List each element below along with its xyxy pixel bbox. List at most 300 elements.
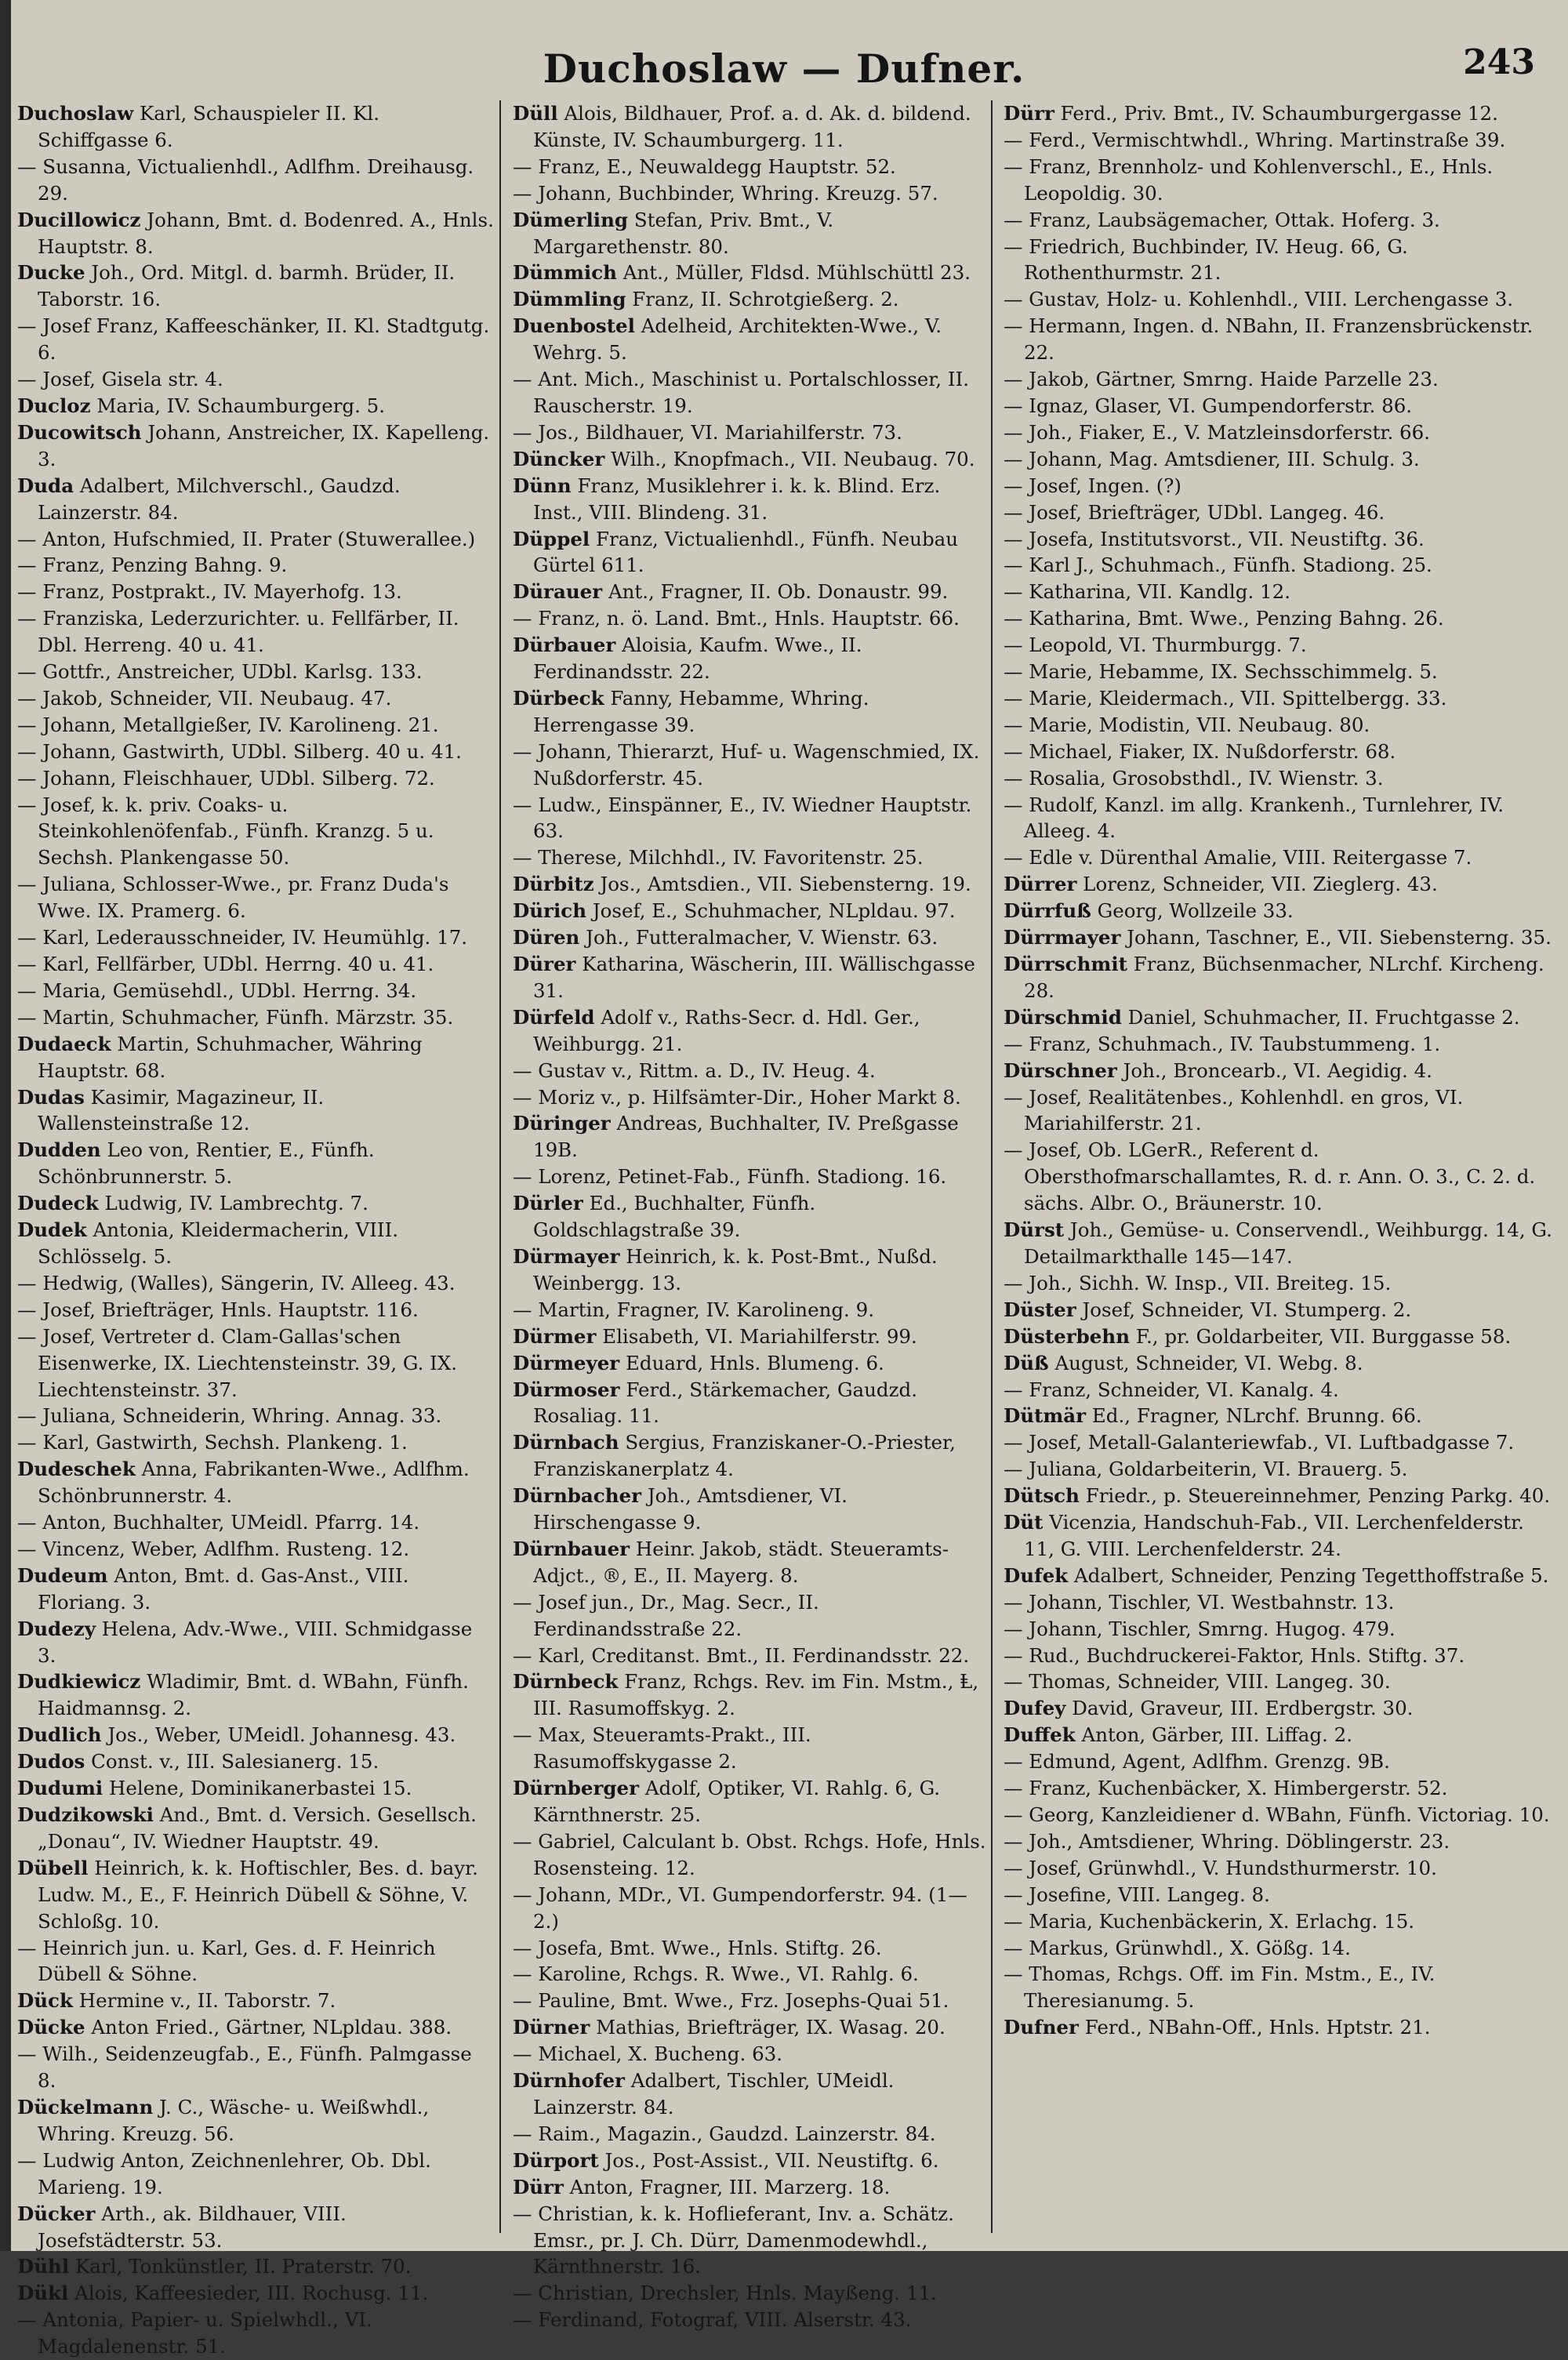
directory-entry	[17, 1563, 494, 1616]
directory-entry	[17, 765, 494, 792]
entry-details: — Johann, Thierarzt, Huf- u. Wagenschmied, IX. Nußdorferstr. 45.	[513, 739, 980, 790]
directory-entry	[513, 1297, 989, 1323]
entry-surname: Dudek	[17, 1218, 87, 1242]
entry-details: — Max, Steueramts-Prakt., III. Rasumoffskygasse 2.	[513, 1723, 811, 1774]
entry-details: — Johann, Tischler, Smrng. Hugog. 479.	[1004, 1617, 1396, 1640]
entry-details: Fanny, Hebamme, Whring. Herrengasse 39.	[533, 686, 869, 736]
entry-details: Adalbert, Schneider, Penzing Tegetthoffstraße 5.	[1073, 1563, 1549, 1587]
directory-entry	[1004, 154, 1552, 207]
directory-entry	[513, 180, 989, 207]
entry-surname: Düringer	[513, 1112, 611, 1135]
entry-details: — Johann, Mag. Amtsdiener, III. Schulg. 3.	[1004, 447, 1420, 470]
directory-entry	[1004, 632, 1552, 659]
entry-details: — Michael, X. Bucheng. 63.	[513, 2042, 783, 2066]
directory-entry	[17, 2280, 494, 2307]
directory-entry	[17, 552, 494, 579]
entry-details: — Antonia, Papier- u. Spielwhdl., VI. Magdalenenstr. 51.	[17, 2308, 372, 2358]
entry-details: Joh., Broncearb., VI. Aegidig. 4.	[1123, 1058, 1432, 1082]
directory-entry	[1004, 1456, 1552, 1483]
entry-details: — Katharina, Bmt. Wwe., Penzing Bahng. 26.	[1004, 607, 1444, 630]
directory-entry	[17, 207, 494, 260]
entry-surname: Dürr	[513, 2175, 564, 2198]
entry-details: — Joh., Amtsdiener, Whring. Döblingerstr. 23.	[1004, 1829, 1450, 1853]
entry-details: Adalbert, Tischler, UMeidl. Lainzerstr. 84.	[533, 2069, 895, 2119]
directory-entry	[17, 739, 494, 765]
entry-details: Franz, Rchgs. Rev. im Fin. Mstm., Ⱡ, III. Rasumoffskyg. 2.	[533, 1670, 979, 1720]
directory-entry	[1004, 499, 1552, 526]
directory-entry	[1004, 1323, 1552, 1350]
directory-entry	[17, 579, 494, 605]
entry-details: Joh., Ord. Mitgl. d. barmh. Brüder, II. Taborstr. 16.	[38, 261, 456, 311]
entry-details: Martin, Schuhmacher, Währing Hauptstr. 68.	[38, 1032, 423, 1082]
directory-entry	[1004, 1509, 1552, 1563]
entry-surname: Dudeum	[17, 1563, 108, 1587]
directory-entry	[513, 1828, 989, 1882]
directory-entry	[1004, 1217, 1552, 1270]
entry-surname: Dühl	[17, 2255, 70, 2278]
entry-details: — Franz, Brennholz- und Kohlenverschl., E., Hnls. Leopoldig. 30.	[1004, 154, 1494, 205]
directory-entry	[513, 1483, 989, 1536]
entry-surname: Dübell	[17, 1856, 89, 1879]
entry-details: — Pauline, Bmt. Wwe., Frz. Josephs-Quai 51.	[513, 1989, 949, 2013]
directory-entry	[513, 1775, 989, 1828]
entry-details: Anton, Bmt. d. Gas-Anst., VIII. Floriang. 3.	[38, 1563, 409, 1614]
entry-details: — Marie, Hebamme, IX. Sechsschimmelg. 5.	[1004, 660, 1438, 684]
entry-surname: Dürfeld	[513, 1005, 595, 1029]
directory-entry	[513, 1350, 989, 1377]
entry-surname: Dudos	[17, 1750, 85, 1774]
entry-details: Adolf, Optiker, VI. Rahlg. 6, G. Kärnthnerstr. 25.	[533, 1777, 941, 1826]
directory-entry	[1004, 712, 1552, 739]
entry-details: — Gabriel, Calculant b. Obst. Rchgs. Hofe, Hnls. Rosensteing. 12.	[513, 1829, 986, 1879]
entry-surname: Düll	[513, 102, 558, 125]
directory-entry	[1004, 366, 1552, 393]
directory-entry	[17, 1536, 494, 1563]
entry-surname: Düren	[513, 926, 580, 949]
entry-surname: Dümmling	[513, 288, 626, 311]
directory-entry	[17, 792, 494, 872]
directory-entry	[17, 605, 494, 659]
entry-surname: Dürrer	[1004, 873, 1077, 896]
entry-surname: Dürer	[513, 953, 576, 975]
entry-details: Heinrich, k. k. Post-Bmt., Nußd. Weinbergg. 13.	[533, 1244, 938, 1294]
directory-entry	[17, 2094, 494, 2148]
page-header	[0, 31, 1568, 94]
directory-entry	[1004, 1802, 1552, 1828]
directory-entry	[1004, 1058, 1552, 1084]
entry-details: — Juliana, Schneiderin, Whring. Annag. 33.	[17, 1404, 442, 1428]
directory-entry	[513, 1058, 989, 1084]
entry-details: — Edle v. Dürenthal Amalie, VIII. Reitergasse 7.	[1004, 846, 1472, 870]
entry-details: — Marie, Modistin, VII. Neubaug. 80.	[1004, 713, 1370, 736]
directory-entry	[1004, 552, 1552, 579]
directory-entry	[17, 1668, 494, 1722]
directory-entry	[1004, 1908, 1552, 1935]
entry-details: — Anton, Buchhalter, UMeidl. Pfarrg. 14.	[17, 1511, 420, 1534]
directory-entry	[513, 739, 989, 792]
entry-details: Alois, Kaffeesieder, III. Rochusg. 11.	[74, 2282, 429, 2305]
entry-surname: Ducowitsch	[17, 420, 142, 444]
directory-entry	[513, 2280, 989, 2307]
entry-details: Helena, Adv.-Wwe., VIII. Schmidgasse 3.	[38, 1617, 473, 1667]
entry-details: — Markus, Grünwhdl., X. Gößg. 14.	[1004, 1936, 1351, 1959]
entry-details: — Franz, Postprakt., IV. Mayerhofg. 13.	[17, 580, 402, 604]
entry-details: Helene, Dominikanerbastei 15.	[109, 1777, 412, 1800]
entry-surname: Düncker	[513, 447, 605, 470]
entry-details: — Johann, Fleischhauer, UDbl. Silberg. 72.	[17, 766, 435, 790]
directory-entry	[513, 951, 989, 1004]
entry-details: — Friedrich, Buchbinder, IV. Heug. 66, G. Rothenthurmstr. 21.	[1004, 234, 1408, 285]
entry-surname: Dürschner	[1004, 1058, 1117, 1082]
directory-entry	[1004, 419, 1552, 446]
entry-surname: Dürmayer	[513, 1244, 620, 1268]
entry-details: Johann, Anstreicher, IX. Kapelleng. 3.	[38, 420, 490, 470]
entry-details: Lorenz, Schneider, VII. Zieglerg. 43.	[1083, 873, 1438, 896]
directory-entry	[1004, 100, 1552, 127]
entry-details: Franz, II. Schrotgießerg. 2.	[632, 288, 899, 311]
directory-entry	[1004, 898, 1552, 924]
directory-entry	[1004, 526, 1552, 553]
directory-entry	[17, 100, 494, 154]
entry-details: Anton Fried., Gärtner, NLpldau. 388.	[91, 2016, 452, 2039]
entry-surname: Duffek	[1004, 1723, 1076, 1747]
entry-details: Ed., Buchhalter, Fünfh. Goldschlagstraße 39.	[533, 1192, 816, 1242]
entry-surname: Dürrschmit	[1004, 953, 1127, 975]
entry-surname: Dürschmid	[1004, 1005, 1122, 1029]
entry-surname: Dudas	[17, 1085, 85, 1109]
directory-entry	[17, 1616, 494, 1669]
directory-entry	[17, 1802, 494, 1855]
entry-details: Vicenzia, Handschuh-Fab., VII. Lerchenfelderstr. 11, G. VIII. Lerchenfelderstr. 24.	[1024, 1511, 1524, 1560]
entry-surname: Ducke	[17, 261, 85, 285]
directory-entry	[17, 393, 494, 419]
entry-details: — Karl J., Schuhmach., Fünfh. Stadiong. 25.	[1004, 554, 1432, 577]
entry-surname: Dürnbeck	[513, 1670, 619, 1694]
entry-details: — Josef, Ingen. (?)	[1004, 474, 1181, 497]
entry-surname: Dürbitz	[513, 873, 594, 896]
directory-entry	[513, 419, 989, 446]
entry-details: — Martin, Fragner, IV. Karolineng. 9.	[513, 1298, 875, 1321]
directory-entry	[513, 792, 989, 845]
directory-entry	[513, 1084, 989, 1111]
directory-entry	[17, 473, 494, 526]
directory-entry	[17, 685, 494, 712]
directory-entry	[1004, 1350, 1552, 1377]
directory-entry	[1004, 1643, 1552, 1669]
directory-entry	[17, 1031, 494, 1084]
entry-details: — Josefa, Institutsvorst., VII. Neustiftg. 36.	[1004, 527, 1425, 550]
entry-details: — Rosalia, Grosobsthdl., IV. Wienstr. 3.	[1004, 766, 1384, 790]
directory-entry	[17, 1988, 494, 2014]
entry-surname: Dufey	[1004, 1697, 1066, 1720]
directory-entry	[1004, 1616, 1552, 1643]
entry-surname: Dudaeck	[17, 1032, 111, 1055]
directory-entry	[1004, 286, 1552, 313]
entry-details: — Maria, Gemüsehdl., UDbl. Herrng. 34.	[17, 978, 417, 1002]
directory-entry	[1004, 659, 1552, 685]
entry-details: — Edmund, Agent, Adlfhm. Grenzg. 9B.	[1004, 1750, 1390, 1774]
entry-details: — Ferd., Vermischtwhdl., Whring. Martinstraße 39.	[1004, 128, 1506, 151]
directory-entry	[1004, 765, 1552, 792]
entry-surname: Dürnbauer	[513, 1537, 630, 1560]
entry-details: — Katharina, VII. Kandlg. 12.	[1004, 580, 1290, 604]
binding-shadow	[0, 0, 11, 2251]
entry-surname: Duchoslaw	[17, 102, 134, 125]
entry-details: — Johann, Tischler, VI. Westbahnstr. 13.	[1004, 1590, 1395, 1614]
directory-entry	[1004, 1589, 1552, 1616]
entry-surname: Dufek	[1004, 1563, 1069, 1587]
entry-details: Ferd., Priv. Bmt., IV. Schaumburgergasse 12.	[1060, 102, 1498, 125]
directory-entry	[1004, 1563, 1552, 1589]
entry-surname: Ducillowicz	[17, 208, 141, 231]
entry-surname: Dürbeck	[513, 686, 604, 710]
directory-entry	[17, 2201, 494, 2254]
directory-entry	[1004, 2014, 1552, 2041]
directory-entry	[17, 1217, 494, 1270]
directory-entry	[17, 1403, 494, 1429]
directory-entry	[513, 100, 989, 154]
entry-details: Franz, Musiklehrer i. k. k. Blind. Erz. Inst., VIII. Blindeng. 31.	[533, 474, 941, 524]
entry-details: Alois, Bildhauer, Prof. a. d. Ak. d. bildend. Künste, IV. Schaumburgerg. 11.	[533, 102, 971, 151]
directory-entry	[17, 2014, 494, 2041]
entry-details: Sergius, Franziskaner-O.-Priester, Franziskanerplatz 4.	[533, 1431, 956, 1481]
entry-details: — Karl, Creditanst. Bmt., II. Ferdinandsstr. 22.	[513, 1643, 970, 1667]
entry-details: — Heinrich jun. u. Karl, Ges. d. F. Heinrich Dübell & Söhne.	[17, 1936, 436, 1986]
entry-surname: Dütsch	[1004, 1484, 1080, 1508]
directory-entry	[513, 685, 989, 739]
entry-details: Georg, Wollzeile 33.	[1097, 899, 1294, 923]
entry-details: — Josefine, VIII. Langeg. 8.	[1004, 1883, 1270, 1906]
entry-details: Leo von, Rentier, E., Fünfh. Schönbrunnerstr. 5.	[38, 1138, 375, 1189]
directory-entry	[513, 924, 989, 951]
entry-details: — Karl, Lederausschneider, IV. Heumühlg. 17.	[17, 926, 468, 949]
entry-details: Ant., Müller, Fldsd. Mühlschüttl 23.	[622, 261, 971, 285]
column-divider	[499, 100, 501, 2233]
entry-surname: Dürnberger	[513, 1777, 640, 1800]
directory-entry	[513, 1643, 989, 1669]
entry-surname: Dürner	[513, 2016, 590, 2039]
entry-surname: Dücke	[17, 2016, 85, 2039]
directory-entry	[17, 260, 494, 313]
directory-entry	[17, 1775, 494, 1802]
directory-entry	[1004, 207, 1552, 234]
entry-surname: Dudlich	[17, 1723, 102, 1747]
directory-entry	[513, 1004, 989, 1058]
entry-surname: Dudumi	[17, 1777, 103, 1800]
entry-details: — Leopold, VI. Thurmburgg. 7.	[1004, 634, 1307, 657]
entry-details: — Anton, Hufschmied, II. Prater (Stuwerallee.)	[17, 527, 476, 550]
directory-entry	[1004, 1961, 1552, 2014]
entry-details: Jos., Weber, UMeidl. Johannesg. 43.	[107, 1723, 456, 1747]
entry-details: — Josef, Briefträger, Hnls. Hauptstr. 116.	[17, 1298, 419, 1321]
directory-entry	[1004, 579, 1552, 605]
entry-details: Eduard, Hnls. Blumeng. 6.	[626, 1351, 884, 1374]
directory-entry	[17, 1509, 494, 1536]
entry-details: Joh., Amtsdiener, VI. Hirschengasse 9.	[533, 1484, 848, 1534]
entry-details: And., Bmt. d. Versich. Gesellsch. „Donau“, IV. Wiedner Hauptstr. 49.	[38, 1803, 477, 1853]
directory-entry	[17, 951, 494, 978]
directory-entry	[17, 924, 494, 951]
entry-details: — Josefa, Bmt. Wwe., Hnls. Stiftg. 26.	[513, 1936, 882, 1959]
directory-entry	[17, 366, 494, 393]
directory-entry	[513, 1323, 989, 1350]
entry-surname: Dürauer	[513, 580, 603, 604]
directory-entry	[1004, 1748, 1552, 1775]
entry-details: Kasimir, Magazineur, II. Wallensteinstraße 12.	[38, 1085, 325, 1135]
entry-details: Adelheid, Architekten-Wwe., V. Wehrg. 5.	[533, 314, 942, 365]
directory-entry	[1004, 871, 1552, 898]
entry-details: — Christian, Drechsler, Hnls. Mayßeng. 11.	[513, 2282, 937, 2305]
entry-details: — Georg, Kanzleidiener d. WBahn, Fünfh. Victoriag. 10.	[1004, 1803, 1550, 1826]
directory-entry	[513, 1668, 989, 1722]
directory-entry	[513, 1988, 989, 2014]
entry-surname: Dünn	[513, 474, 572, 497]
directory-entry	[17, 1748, 494, 1775]
entry-details: Ferd., NBahn-Off., Hnls. Hptstr. 21.	[1084, 2016, 1431, 2039]
entry-surname: Dücker	[17, 2202, 96, 2225]
entry-details: Anton, Gärber, III. Liffag. 2.	[1081, 1723, 1352, 1747]
directory-entry	[1004, 605, 1552, 632]
entry-details: Aloisia, Kaufm. Wwe., II. Ferdinandsstr. 22.	[533, 634, 862, 684]
directory-entry	[513, 1961, 989, 1988]
directory-entry	[1004, 473, 1552, 499]
directory-entry	[513, 844, 989, 871]
entry-details: — Franz, Kuchenbäcker, X. Himbergerstr. 52.	[1004, 1777, 1448, 1800]
entry-details: — Thomas, Rchgs. Off. im Fin. Mstm., E., IV. Theresianumg. 5.	[1004, 1962, 1436, 2013]
entry-details: Joh., Futteralmacher, V. Wienstr. 63.	[586, 926, 938, 949]
directory-entry	[17, 2307, 494, 2360]
entry-details: Friedr., p. Steuereinnehmer, Penzing Parkg. 40.	[1085, 1484, 1551, 1508]
entry-details: — Ferdinand, Fotograf, VIII. Alserstr. 43.	[513, 2308, 912, 2332]
entry-details: Arth., ak. Bildhauer, VIII. Josefstädterstr. 53.	[38, 2202, 347, 2252]
entry-details: — Gottfr., Anstreicher, UDbl. Karlsg. 133.	[17, 660, 423, 684]
directory-entry	[513, 260, 989, 286]
page-number: 243	[1463, 42, 1535, 82]
entry-surname: Dürnhofer	[513, 2069, 625, 2093]
entry-surname: Dütmär	[1004, 1404, 1087, 1428]
entry-surname: Dürnbacher	[513, 1484, 642, 1508]
entry-details: — Christian, k. k. Hoflieferant, Inv. a. Schätz. Emsr., pr. J. Ch. Dürr, Damenmodewhdl., Kärnthnerstr. 16.	[513, 2202, 954, 2278]
directory-entry	[1004, 1695, 1552, 1722]
entry-details: — Johann, Gastwirth, UDbl. Silberg. 40 u. 41.	[17, 739, 462, 763]
entry-details: Hermine v., II. Taborstr. 7.	[78, 1989, 336, 2013]
entry-details: — Gustav v., Rittm. a. D., IV. Heug. 4.	[513, 1058, 876, 1082]
entry-details: — Jakob, Schneider, VII. Neubaug. 47.	[17, 686, 392, 710]
entry-surname: Dudeschek	[17, 1458, 136, 1481]
directory-entry	[513, 1164, 989, 1190]
directory-entry	[513, 2121, 989, 2148]
entry-surname: Dürrfuß	[1004, 899, 1091, 923]
directory-entry	[513, 2201, 989, 2281]
directory-entry	[1004, 1377, 1552, 1403]
entry-details: Ludwig, IV. Lambrechtg. 7.	[104, 1192, 368, 1215]
entry-surname: Dürich	[513, 899, 587, 923]
directory-entry	[513, 2014, 989, 2041]
entry-details: — Ignaz, Glaser, VI. Gumpendorferstr. 86.	[1004, 394, 1413, 417]
entry-surname: Dümmich	[513, 261, 617, 285]
directory-entry	[1004, 313, 1552, 366]
entry-surname: Dudzikowski	[17, 1803, 154, 1826]
directory-entry	[1004, 1828, 1552, 1855]
directory-entry	[513, 1429, 989, 1483]
entry-surname: Dückelmann	[17, 2095, 154, 2119]
directory-entry	[17, 2148, 494, 2201]
directory-entry	[1004, 1270, 1552, 1297]
entry-details: — Juliana, Schlosser-Wwe., pr. Franz Duda's Wwe. IX. Pramerg. 6.	[17, 873, 449, 923]
entry-details: — Johann, MDr., VI. Gumpendorferstr. 94. (1—2.)	[513, 1883, 967, 1933]
entry-surname: Düppel	[513, 527, 590, 550]
directory-entry	[1004, 1935, 1552, 1962]
directory-entry	[17, 2253, 494, 2280]
entry-details: Stefan, Priv. Bmt., V. Margarethenstr. 80.	[533, 208, 834, 258]
entry-details: — Jakob, Gärtner, Smrng. Haide Parzelle 23.	[1004, 368, 1439, 391]
directory-entry	[1004, 1775, 1552, 1802]
directory-entry	[513, 1722, 989, 1775]
directory-entry	[1004, 234, 1552, 287]
entry-details: — Josef jun., Dr., Mag. Secr., II. Ferdinandsstraße 22.	[513, 1590, 819, 1640]
directory-entry	[513, 1110, 989, 1164]
entry-details: — Karl, Gastwirth, Sechsh. Plankeng. 1.	[17, 1431, 408, 1454]
entry-details: Ed., Fragner, NLrchf. Brunng. 66.	[1091, 1404, 1422, 1428]
directory-entry	[513, 1935, 989, 1962]
entry-details: — Franziska, Lederzurichter. u. Fellfärber, II. Dbl. Herreng. 40 u. 41.	[17, 607, 459, 657]
directory-entry	[1004, 1429, 1552, 1456]
entry-details: Karl, Tonkünstler, II. Praterstr. 70.	[74, 2255, 412, 2278]
directory-entry	[17, 1004, 494, 1031]
directory-entry	[513, 1589, 989, 1643]
directory-entry	[513, 1244, 989, 1297]
entry-details: — Josef, Gisela str. 4.	[17, 368, 223, 391]
entry-details: Ant., Fragner, II. Ob. Donaustr. 99.	[608, 580, 949, 604]
entry-surname: Duda	[17, 474, 74, 497]
directory-entry	[1004, 1004, 1552, 1031]
directory-entry	[1004, 1031, 1552, 1058]
entry-details: — Hermann, Ingen. d. NBahn, II. Franzensbrückenstr. 22.	[1004, 314, 1534, 365]
directory-entry	[17, 1297, 494, 1323]
directory-entry	[513, 632, 989, 685]
entry-surname: Dürbauer	[513, 634, 616, 657]
entry-details: — Rud., Buchdruckerei-Faktor, Hnls. Stiftg. 37.	[1004, 1643, 1465, 1667]
entry-details: J. C., Wäsche- u. Weißwhdl., Whring. Kreuzg. 56.	[38, 2095, 430, 2145]
entry-details: Andreas, Buchhalter, IV. Preßgasse 19B.	[533, 1112, 959, 1162]
directory-entry	[1004, 1668, 1552, 1695]
entry-details: Franz, Büchsenmacher, NLrchf. Kircheng. 28.	[1024, 953, 1544, 1002]
column-1	[17, 100, 494, 2358]
directory-entry	[17, 1855, 494, 1935]
entry-details: Josef, E., Schuhmacher, NLpldau. 97.	[592, 899, 956, 923]
directory-entry	[1004, 951, 1552, 1004]
entry-details: David, Graveur, III. Erdbergstr. 30.	[1072, 1697, 1414, 1720]
entry-surname: Ducloz	[17, 394, 91, 417]
entry-details: Anna, Fabrikanten-Wwe., Adlfhm. Schönbrunnerstr. 4.	[38, 1458, 470, 1508]
directory-entry	[513, 207, 989, 260]
entry-details: — Josef Franz, Kaffeeschänker, II. Kl. Stadtgutg. 6.	[17, 314, 490, 365]
directory-entry	[513, 2307, 989, 2333]
entry-details: — Franz, Laubsägemacher, Ottak. Hoferg. 3.	[1004, 208, 1440, 231]
entry-details: — Josef, Vertreter d. Clam-Gallas'schen Eisenwerke, IX. Liechtensteinstr. 39, G. IX. Liechtensteinstr. 37.	[17, 1324, 458, 1401]
entry-details: — Johann, Buchbinder, Whring. Kreuzg. 57.	[513, 181, 938, 205]
entry-details: Johann, Taschner, E., VII. Siebensterng. 35.	[1127, 926, 1552, 949]
directory-entry	[513, 605, 989, 632]
directory-entry	[513, 1377, 989, 1430]
directory-entry	[513, 446, 989, 473]
directory-entry	[1004, 924, 1552, 951]
entry-details: Joh., Gemüse- u. Conservendl., Weihburgg. 14, G. Detailmarkthalle 145—147.	[1024, 1218, 1552, 1268]
entry-details: — Karoline, Rchgs. R. Wwe., VI. Rahlg. 6.	[513, 1962, 919, 1986]
entry-surname: Dudkiewicz	[17, 1670, 141, 1694]
entry-details: — Karl, Fellfärber, UDbl. Herrng. 40 u. 41.	[17, 953, 434, 975]
directory-entry	[17, 2041, 494, 2094]
